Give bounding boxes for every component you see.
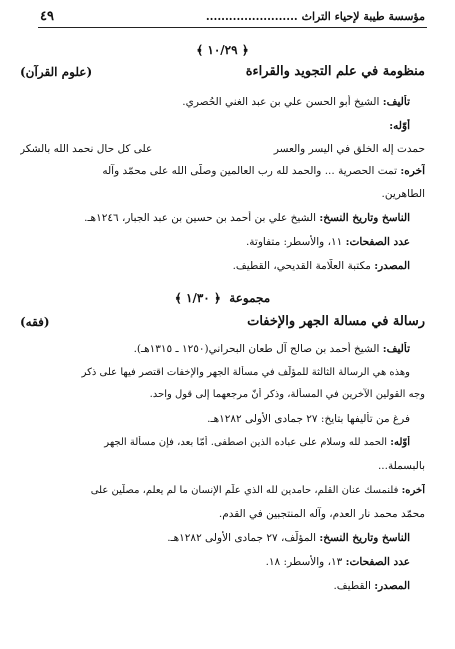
description-line-cont: وجه القولين الآخرين في المسألة، وذكر أنّ مرجعهما إلى قول واحد. xyxy=(149,389,425,400)
page-header xyxy=(40,6,425,26)
verse-hemistich-2: على كل حال نحمد الله بالشكر xyxy=(20,143,153,155)
entry-title: منظومة في علم التجويد والقراءة xyxy=(245,65,425,79)
verse-hemistich-1: حمدت إله الخلق في اليسر والعسر xyxy=(273,143,425,155)
pages-line: عدد الصفحات: ١٣، والأسطر: ١٨. xyxy=(265,556,410,568)
ending-line-cont: محمّد محمد نار العدم، وآله المنتجبين في القدم. xyxy=(218,508,425,520)
beginning-line-cont: بالبسملة... xyxy=(377,460,425,472)
ending-line: آخره: فلنمسك عنان القلم، حامدين لله الذي علّم الإنسان ما لم يعلم، مصلّين على xyxy=(90,485,425,496)
entry-subject: (فقه) xyxy=(20,315,50,329)
ending-line-cont: الطاهرين. xyxy=(381,188,425,200)
author-line: تأليف: الشيخ أبو الحسن علي بن عبد الغني الحُصري. xyxy=(182,96,410,108)
pages-line: عدد الصفحات: ١١، والأسطر: متفاوتة. xyxy=(245,236,410,248)
collection-label: مجموعة xyxy=(229,291,271,305)
beginning-line: أوّله: الحمد لله وسلام على عباده الذين اصطفى. أمّا بعد، فإن مسألة الجهر xyxy=(104,437,410,448)
publisher-name: مؤسسة طيبة لإحياء التراث ........................ xyxy=(205,9,425,23)
beginning-label: أوّله: xyxy=(389,120,410,132)
ending-line: آخره: تمت الحصرية ... والحمد لله رب العالمين وصلّى الله على محمّد وآله xyxy=(102,165,425,177)
entry-title-row xyxy=(20,65,425,79)
entry-subject: (علوم القرآن) xyxy=(20,65,93,79)
copyist-line: الناسخ وتاريخ النسخ: الشيخ علي بن أحمد بن حسين بن عبد الجبار، ١٢٤٦هـ. xyxy=(84,212,410,224)
finish-date-line: فرغ من تأليفها بتايخ: ٢٧ جمادى الأُولى ١٢٨٢هـ. xyxy=(207,413,410,425)
author-line: تأليف: الشيخ أحمد بن صالح آل طعان البحراني(١٢٥٠ ـ ١٣١٥هـ). xyxy=(133,343,410,355)
source-line: المصدر: القطيف. xyxy=(333,580,410,592)
entry-number: ﴿ ١٠/٢٩ ﴾ xyxy=(196,43,249,57)
copyist-line: الناسخ وتاريخ النسخ: المؤلّف، ٢٧ جمادى الأُولى ١٢٨٢هـ. xyxy=(167,532,410,544)
entry-title: رسالة في مسألة الجهر والإخفات xyxy=(247,315,425,329)
header-rule xyxy=(38,27,427,28)
page-number: ٤٩ xyxy=(40,8,54,24)
entry-number: مجموعة ﴿ ١/٣٠ ﴾ xyxy=(174,291,271,305)
entry-title-row xyxy=(20,315,425,329)
beginning-verse xyxy=(20,142,425,156)
description-line: وهذه هي الرسالة الثالثة للمؤلّف في مسألة الجهر والإخفات اقتصر فيها على ذكر xyxy=(81,367,410,378)
source-line: المصدر: مكتبة العلّامة القديحي، القطيف. xyxy=(232,260,410,272)
